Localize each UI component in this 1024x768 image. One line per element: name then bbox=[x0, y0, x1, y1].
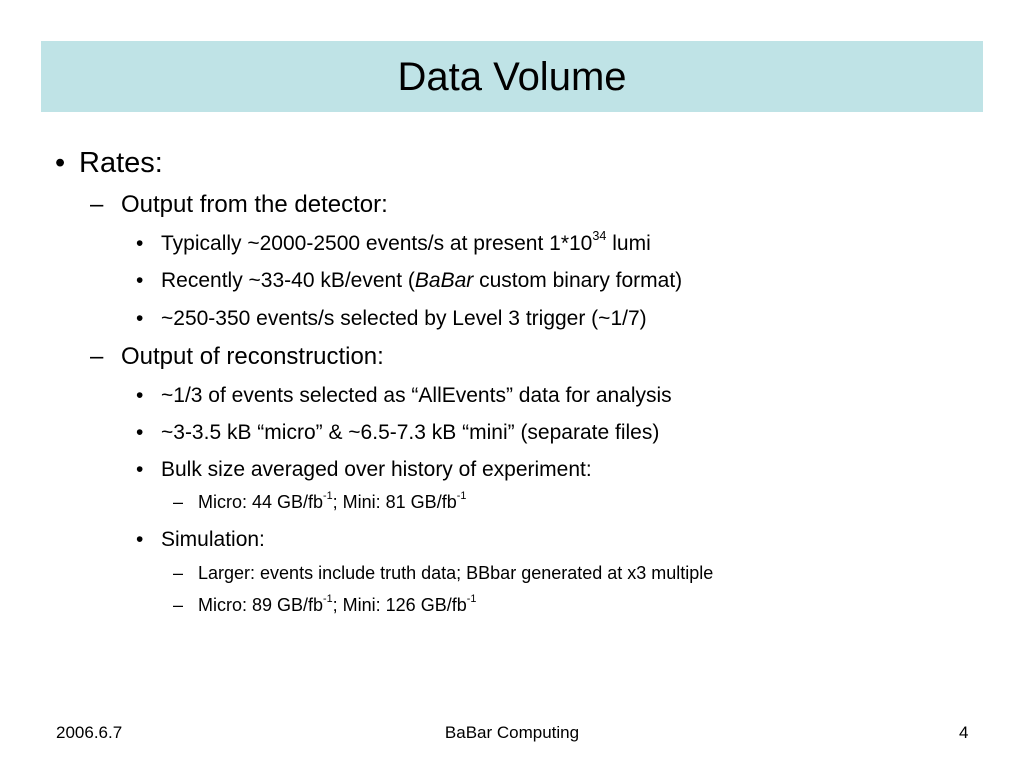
bullet-bulk: Bulk size averaged over history of experiment: bbox=[161, 458, 592, 481]
bullet-marker: • bbox=[55, 147, 66, 179]
bulk-micro-exponent: -1 bbox=[323, 490, 333, 503]
bullet-marker: • bbox=[136, 269, 144, 292]
bullet-recently-emphasis: BaBar bbox=[414, 269, 474, 292]
dash-marker: – bbox=[173, 492, 184, 512]
bullet-marker: • bbox=[136, 307, 144, 330]
footer-page-number: 4 bbox=[959, 723, 969, 742]
footer-date: 2006.6.7 bbox=[56, 723, 123, 742]
bullet-marker: • bbox=[136, 528, 144, 551]
bullet-output-reconstruction: Output of reconstruction: bbox=[121, 343, 384, 370]
bullet-typically bbox=[161, 229, 651, 255]
dash-marker: – bbox=[90, 191, 104, 218]
bullet-selected: ~250-350 events/s selected by Level 3 trigger (~1/7) bbox=[161, 307, 647, 330]
bullet-typically-text: Typically ~2000-2500 events/s at present 1*10 bbox=[161, 232, 593, 255]
bullet-marker: • bbox=[136, 384, 144, 407]
dash-marker: – bbox=[173, 595, 184, 615]
bullet-typically-suffix: lumi bbox=[606, 232, 651, 255]
footer-center: BaBar Computing bbox=[444, 723, 580, 742]
bullet-simulation: Simulation: bbox=[161, 528, 265, 551]
bullet-micro-mini: ~3-3.5 kB “micro” & ~6.5-7.3 kB “mini” (separate files) bbox=[161, 421, 660, 444]
bullet-marker: • bbox=[136, 421, 144, 444]
bullet-recently bbox=[161, 270, 682, 291]
sim-mini-exponent: -1 bbox=[466, 593, 477, 606]
bullet-rates: Rates: bbox=[79, 147, 163, 179]
bullet-sim-sizes bbox=[198, 593, 477, 615]
bullet-recently-text: Recently ~33-40 kB/event ( bbox=[161, 269, 415, 292]
sim-micro-text: Micro: 89 GB/fb bbox=[198, 595, 324, 615]
dash-marker: – bbox=[90, 343, 104, 370]
slide-title: Data Volume bbox=[397, 54, 627, 99]
bullet-bulk-sizes bbox=[198, 490, 467, 512]
bulk-micro-text: Micro: 44 GB/fb bbox=[198, 492, 324, 512]
bullet-marker: • bbox=[136, 458, 144, 481]
dash-marker: – bbox=[173, 563, 184, 583]
bullet-output-detector: Output from the detector: bbox=[121, 191, 388, 218]
sim-mini-text: ; Mini: 126 GB/fb bbox=[332, 595, 467, 615]
bulk-mini-exponent: -1 bbox=[456, 490, 467, 503]
bullet-marker: • bbox=[136, 232, 144, 255]
bulk-mini-text: ; Mini: 81 GB/fb bbox=[332, 492, 457, 512]
bullet-typically-exponent: 34 bbox=[592, 229, 607, 244]
bullet-one-third: ~1/3 of events selected as “AllEvents” data for analysis bbox=[161, 384, 672, 407]
bullet-larger: Larger: events include truth data; BBbar generated at x3 multiple bbox=[198, 563, 714, 583]
sim-micro-exponent: -1 bbox=[323, 593, 333, 606]
bullet-recently-suffix: custom binary format) bbox=[473, 269, 683, 292]
